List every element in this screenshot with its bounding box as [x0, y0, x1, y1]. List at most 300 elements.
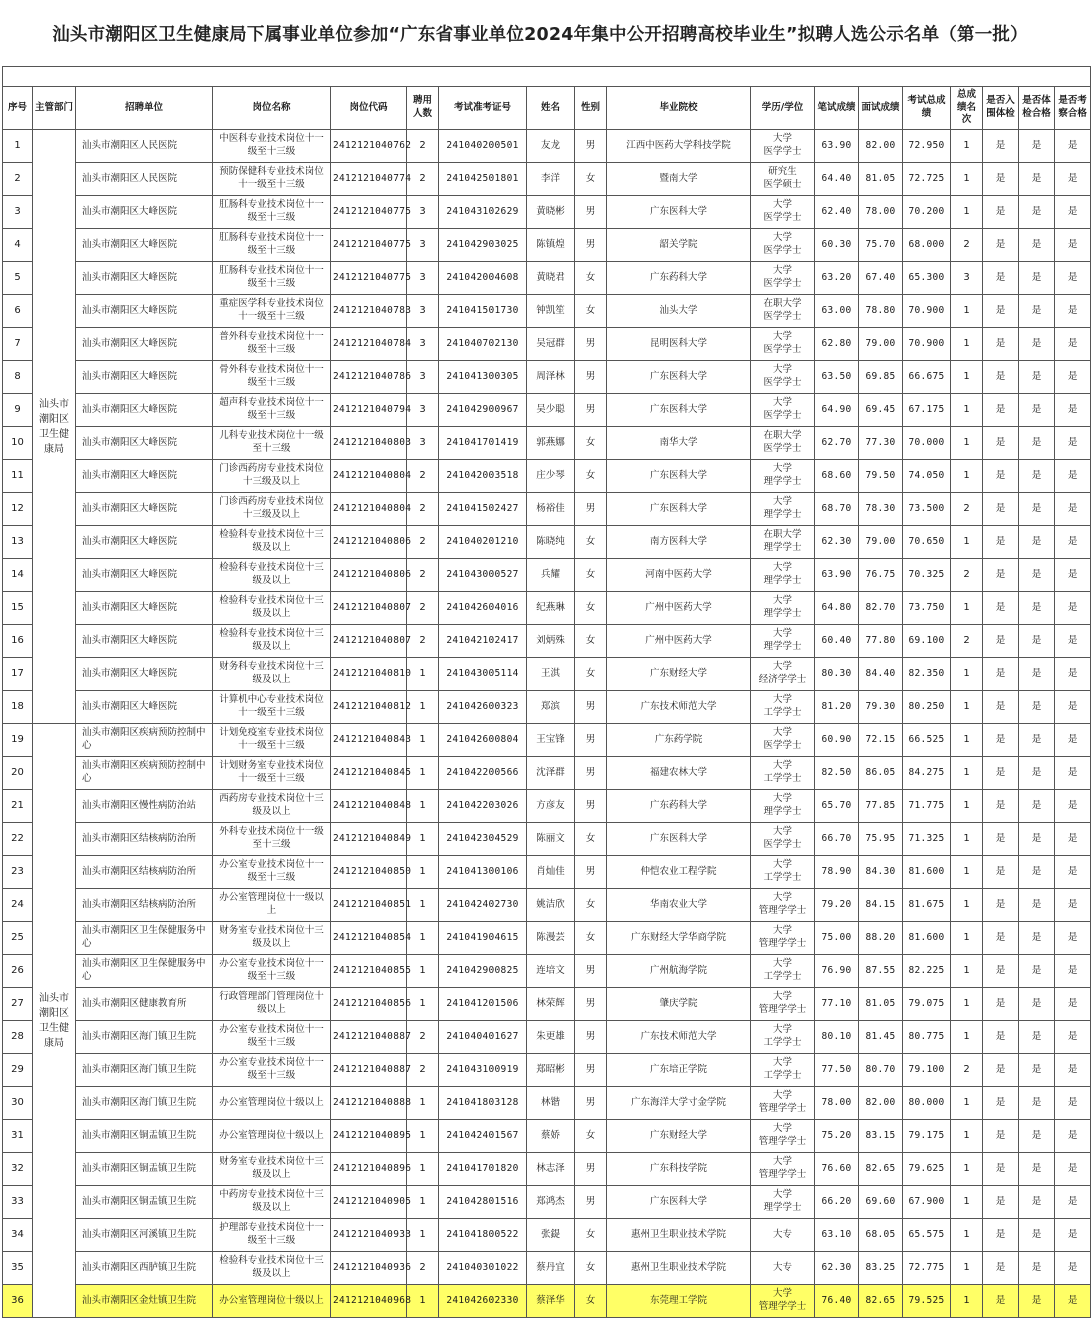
name-cell: 陈镇煌 — [527, 229, 575, 262]
post-code-cell: 2412121040887 — [331, 1021, 407, 1054]
unit-cell: 汕头市潮阳区大峰医院 — [76, 427, 213, 460]
post-name-cell: 财务室专业技术岗位十三级及以上 — [213, 1153, 331, 1186]
physical-exam-shortlist-cell: 是 — [983, 394, 1019, 427]
table-row — [3, 427, 1091, 460]
inspection-pass-cell: 是 — [1055, 988, 1091, 1021]
post-name-cell: 计划财务室专业技术岗位十一级至十三级 — [213, 757, 331, 790]
total-score-cell: 71.775 — [903, 790, 951, 823]
interview-score-cell: 83.25 — [859, 1252, 903, 1285]
physical-exam-pass-cell: 是 — [1019, 790, 1055, 823]
seq-cell: 7 — [3, 328, 33, 361]
exam-number-cell: 241040702130 — [439, 328, 527, 361]
exam-number-cell: 241042900825 — [439, 955, 527, 988]
exam-number-cell: 241041501730 — [439, 295, 527, 328]
education-cell: 大学 理学学士 — [751, 493, 815, 526]
education-cell: 大学 医学学士 — [751, 724, 815, 757]
seq-cell: 16 — [3, 625, 33, 658]
education-cell: 大学 管理学学士 — [751, 1120, 815, 1153]
table-row — [3, 1120, 1091, 1153]
inspection-pass-cell: 是 — [1055, 1021, 1091, 1054]
post-code-cell: 2412121040888 — [331, 1087, 407, 1120]
school-cell: 南方医科大学 — [607, 526, 751, 559]
gender-cell: 男 — [575, 394, 607, 427]
inspection-pass-cell: 是 — [1055, 361, 1091, 394]
post-code-cell: 2412121040856 — [331, 988, 407, 1021]
post-name-cell: 办公室专业技术岗位十一级至十三级 — [213, 1021, 331, 1054]
inspection-pass-cell: 是 — [1055, 559, 1091, 592]
total-score-cell: 81.600 — [903, 922, 951, 955]
school-cell: 仲恺农业工程学院 — [607, 856, 751, 889]
seq-cell: 14 — [3, 559, 33, 592]
inspection-pass-cell: 是 — [1055, 1054, 1091, 1087]
education-cell: 研究生 医学硕士 — [751, 163, 815, 196]
hire-count-cell: 3 — [407, 295, 439, 328]
hire-count-cell: 3 — [407, 361, 439, 394]
unit-cell: 汕头市潮阳区大峰医院 — [76, 592, 213, 625]
exam-number-cell: 241041300305 — [439, 361, 527, 394]
education-cell: 大学 医学学士 — [751, 196, 815, 229]
table-header-row — [3, 87, 1091, 130]
rank-cell: 3 — [951, 262, 983, 295]
seq-cell: 32 — [3, 1153, 33, 1186]
seq-cell: 33 — [3, 1186, 33, 1219]
gender-cell: 女 — [575, 559, 607, 592]
post-code-cell: 2412121040855 — [331, 955, 407, 988]
table-row — [3, 361, 1091, 394]
written-score-cell: 66.70 — [815, 823, 859, 856]
gender-cell: 女 — [575, 1285, 607, 1318]
post-code-cell: 2412121040784 — [331, 328, 407, 361]
gender-cell: 女 — [575, 460, 607, 493]
post-code-cell: 2412121040887 — [331, 1054, 407, 1087]
education-cell: 大学 工学学士 — [751, 1021, 815, 1054]
name-cell: 张鍉 — [527, 1219, 575, 1252]
hire-count-cell: 1 — [407, 922, 439, 955]
education-cell: 大学 理学学士 — [751, 460, 815, 493]
total-score-cell: 80.250 — [903, 691, 951, 724]
interview-score-cell: 81.05 — [859, 163, 903, 196]
name-cell: 陈漫芸 — [527, 922, 575, 955]
post-name-cell: 西药房专业技术岗位十三级及以上 — [213, 790, 331, 823]
gender-cell: 男 — [575, 1054, 607, 1087]
post-code-cell: 2412121040936 — [331, 1252, 407, 1285]
interview-score-cell: 88.20 — [859, 922, 903, 955]
total-score-cell: 79.525 — [903, 1285, 951, 1318]
total-score-cell: 79.625 — [903, 1153, 951, 1186]
interview-score-cell: 82.00 — [859, 130, 903, 163]
document-title: 汕头市潮阳区卫生健康局下属事业单位参加“广东省事业单位2024年集中公开招聘高校毕业生”拟聘人选公示名单（第一批） — [52, 24, 1028, 45]
seq-cell: 24 — [3, 889, 33, 922]
physical-exam-pass-cell: 是 — [1019, 823, 1055, 856]
physical-exam-shortlist-cell: 是 — [983, 691, 1019, 724]
gender-cell: 男 — [575, 955, 607, 988]
post-name-cell: 计算机中心专业技术岗位十一级至十三级 — [213, 691, 331, 724]
exam-number-cell: 241042003518 — [439, 460, 527, 493]
school-cell: 广州中医药大学 — [607, 625, 751, 658]
column-header: 面试成绩 — [859, 87, 903, 130]
seq-cell: 30 — [3, 1087, 33, 1120]
hire-count-cell: 1 — [407, 889, 439, 922]
table-row — [3, 262, 1091, 295]
education-cell: 在职大学 医学学士 — [751, 427, 815, 460]
exam-number-cell: 241040200501 — [439, 130, 527, 163]
hire-count-cell: 2 — [407, 625, 439, 658]
interview-score-cell: 78.80 — [859, 295, 903, 328]
exam-number-cell: 241042600323 — [439, 691, 527, 724]
post-code-cell: 2412121040804 — [331, 493, 407, 526]
rank-cell: 1 — [951, 955, 983, 988]
interview-score-cell: 77.30 — [859, 427, 903, 460]
school-cell: 广州中医药大学 — [607, 592, 751, 625]
gender-cell: 男 — [575, 1021, 607, 1054]
column-header: 考试总成绩 — [903, 87, 951, 130]
unit-cell: 汕头市潮阳区大峰医院 — [76, 691, 213, 724]
name-cell: 周泽林 — [527, 361, 575, 394]
post-name-cell: 门诊西药房专业技术岗位十三级及以上 — [213, 460, 331, 493]
written-score-cell: 78.90 — [815, 856, 859, 889]
rank-cell: 1 — [951, 1120, 983, 1153]
post-name-cell: 办公室专业技术岗位十一级至十三级 — [213, 856, 331, 889]
gender-cell: 男 — [575, 790, 607, 823]
hire-count-cell: 1 — [407, 1153, 439, 1186]
exam-number-cell: 241042203026 — [439, 790, 527, 823]
school-cell: 福建农林大学 — [607, 757, 751, 790]
rank-cell: 1 — [951, 394, 983, 427]
post-code-cell: 2412121040812 — [331, 691, 407, 724]
hire-count-cell: 3 — [407, 328, 439, 361]
physical-exam-pass-cell: 是 — [1019, 658, 1055, 691]
hire-count-cell: 2 — [407, 1252, 439, 1285]
hire-count-cell: 2 — [407, 526, 439, 559]
physical-exam-shortlist-cell: 是 — [983, 1087, 1019, 1120]
education-cell: 大学 医学学士 — [751, 394, 815, 427]
inspection-pass-cell: 是 — [1055, 262, 1091, 295]
department-cell: 汕头市潮阳区卫生健康局 — [33, 724, 76, 1318]
inspection-pass-cell: 是 — [1055, 592, 1091, 625]
post-name-cell: 计划免疫室专业技术岗位十一级至十三级 — [213, 724, 331, 757]
table-row — [3, 229, 1091, 262]
education-cell: 大学 理学学士 — [751, 790, 815, 823]
school-cell: 韶关学院 — [607, 229, 751, 262]
post-code-cell: 2412121040786 — [331, 361, 407, 394]
inspection-pass-cell: 是 — [1055, 427, 1091, 460]
physical-exam-pass-cell: 是 — [1019, 460, 1055, 493]
written-score-cell: 60.30 — [815, 229, 859, 262]
rank-cell: 1 — [951, 790, 983, 823]
unit-cell: 汕头市潮阳区健康教育所 — [76, 988, 213, 1021]
education-cell: 大专 — [751, 1252, 815, 1285]
rank-cell: 1 — [951, 1252, 983, 1285]
post-name-cell: 办公室管理岗位十一级以上 — [213, 889, 331, 922]
post-name-cell: 办公室专业技术岗位十一级至十三级 — [213, 955, 331, 988]
school-cell: 广东技术师范大学 — [607, 691, 751, 724]
interview-score-cell: 78.00 — [859, 196, 903, 229]
hire-count-cell: 2 — [407, 559, 439, 592]
table-row — [3, 658, 1091, 691]
gender-cell: 女 — [575, 295, 607, 328]
seq-cell: 28 — [3, 1021, 33, 1054]
post-code-cell: 2412121040775 — [331, 262, 407, 295]
physical-exam-shortlist-cell: 是 — [983, 1186, 1019, 1219]
hire-count-cell: 2 — [407, 460, 439, 493]
column-header: 学历/学位 — [751, 87, 815, 130]
physical-exam-shortlist-cell: 是 — [983, 361, 1019, 394]
exam-number-cell: 241042801516 — [439, 1186, 527, 1219]
physical-exam-shortlist-cell: 是 — [983, 658, 1019, 691]
physical-exam-pass-cell: 是 — [1019, 592, 1055, 625]
column-header: 毕业院校 — [607, 87, 751, 130]
school-cell: 广东医科大学 — [607, 493, 751, 526]
school-cell: 广东财经大学 — [607, 658, 751, 691]
post-code-cell: 2412121040775 — [331, 229, 407, 262]
rank-cell: 1 — [951, 361, 983, 394]
physical-exam-shortlist-cell: 是 — [983, 823, 1019, 856]
total-score-cell: 66.675 — [903, 361, 951, 394]
inspection-pass-cell: 是 — [1055, 625, 1091, 658]
physical-exam-shortlist-cell: 是 — [983, 790, 1019, 823]
education-cell: 大学 理学学士 — [751, 625, 815, 658]
physical-exam-pass-cell: 是 — [1019, 361, 1055, 394]
inspection-pass-cell: 是 — [1055, 1186, 1091, 1219]
total-score-cell: 82.225 — [903, 955, 951, 988]
inspection-pass-cell: 是 — [1055, 889, 1091, 922]
total-score-cell: 80.775 — [903, 1021, 951, 1054]
name-cell: 杨裕佳 — [527, 493, 575, 526]
total-score-cell: 79.175 — [903, 1120, 951, 1153]
table-row — [3, 823, 1091, 856]
interview-score-cell: 84.30 — [859, 856, 903, 889]
total-score-cell: 79.100 — [903, 1054, 951, 1087]
total-score-cell: 66.525 — [903, 724, 951, 757]
name-cell: 刘炳殊 — [527, 625, 575, 658]
total-score-cell: 72.725 — [903, 163, 951, 196]
post-code-cell: 2412121040806 — [331, 559, 407, 592]
physical-exam-pass-cell: 是 — [1019, 757, 1055, 790]
interview-score-cell: 76.75 — [859, 559, 903, 592]
inspection-pass-cell: 是 — [1055, 691, 1091, 724]
school-cell: 惠州卫生职业技术学院 — [607, 1219, 751, 1252]
rank-cell: 2 — [951, 559, 983, 592]
gender-cell: 男 — [575, 130, 607, 163]
physical-exam-pass-cell: 是 — [1019, 196, 1055, 229]
school-cell: 广东药科大学 — [607, 790, 751, 823]
post-name-cell: 重症医学科专业技术岗位十一级至十三级 — [213, 295, 331, 328]
seq-cell: 19 — [3, 724, 33, 757]
exam-number-cell: 241042501801 — [439, 163, 527, 196]
education-cell: 大学 管理学学士 — [751, 922, 815, 955]
school-cell: 广东医科大学 — [607, 823, 751, 856]
education-cell: 大学 管理学学士 — [751, 1285, 815, 1318]
post-name-cell: 儿科专业技术岗位十一级至十三级 — [213, 427, 331, 460]
interview-score-cell: 69.60 — [859, 1186, 903, 1219]
post-code-cell: 2412121040896 — [331, 1153, 407, 1186]
rank-cell: 1 — [951, 658, 983, 691]
table-row — [3, 394, 1091, 427]
table-row — [3, 328, 1091, 361]
gender-cell: 男 — [575, 229, 607, 262]
exam-number-cell: 241041904615 — [439, 922, 527, 955]
physical-exam-pass-cell: 是 — [1019, 493, 1055, 526]
written-score-cell: 80.30 — [815, 658, 859, 691]
physical-exam-pass-cell: 是 — [1019, 724, 1055, 757]
post-code-cell: 2412121040848 — [331, 790, 407, 823]
physical-exam-shortlist-cell: 是 — [983, 328, 1019, 361]
table-row — [3, 592, 1091, 625]
physical-exam-pass-cell: 是 — [1019, 1087, 1055, 1120]
post-name-cell: 外科专业技术岗位十一级至十三级 — [213, 823, 331, 856]
table-row — [3, 1153, 1091, 1186]
total-score-cell: 70.000 — [903, 427, 951, 460]
post-name-cell: 肛肠科专业技术岗位十一级至十三级 — [213, 196, 331, 229]
gender-cell: 男 — [575, 988, 607, 1021]
name-cell: 钟凯笙 — [527, 295, 575, 328]
post-name-cell: 检验科专业技术岗位十三级及以上 — [213, 559, 331, 592]
gender-cell: 男 — [575, 757, 607, 790]
gender-cell: 男 — [575, 1087, 607, 1120]
seq-cell: 2 — [3, 163, 33, 196]
total-score-cell: 80.000 — [903, 1087, 951, 1120]
column-header: 岗位名称 — [213, 87, 331, 130]
unit-cell: 汕头市潮阳区西胪镇卫生院 — [76, 1252, 213, 1285]
physical-exam-pass-cell: 是 — [1019, 1120, 1055, 1153]
school-cell: 东莞理工学院 — [607, 1285, 751, 1318]
written-score-cell: 60.40 — [815, 625, 859, 658]
table-row — [3, 163, 1091, 196]
post-code-cell: 2412121040810 — [331, 658, 407, 691]
total-score-cell: 70.900 — [903, 328, 951, 361]
inspection-pass-cell: 是 — [1055, 790, 1091, 823]
post-code-cell: 2412121040783 — [331, 295, 407, 328]
post-code-cell: 2412121040803 — [331, 427, 407, 460]
education-cell: 大学 理学学士 — [751, 592, 815, 625]
hire-count-cell: 1 — [407, 823, 439, 856]
post-name-cell: 预防保健科专业技术岗位十一级至十三级 — [213, 163, 331, 196]
inspection-pass-cell: 是 — [1055, 295, 1091, 328]
interview-score-cell: 81.45 — [859, 1021, 903, 1054]
unit-cell: 汕头市潮阳区海门镇卫生院 — [76, 1054, 213, 1087]
written-score-cell: 68.60 — [815, 460, 859, 493]
school-cell: 广州航海学院 — [607, 955, 751, 988]
physical-exam-pass-cell: 是 — [1019, 1186, 1055, 1219]
written-score-cell: 63.50 — [815, 361, 859, 394]
total-score-cell: 65.575 — [903, 1219, 951, 1252]
unit-cell: 汕头市潮阳区铜盂镇卫生院 — [76, 1186, 213, 1219]
education-cell: 大学 医学学士 — [751, 262, 815, 295]
seq-cell: 5 — [3, 262, 33, 295]
total-score-cell: 65.300 — [903, 262, 951, 295]
education-cell: 大学 医学学士 — [751, 361, 815, 394]
name-cell: 庄少琴 — [527, 460, 575, 493]
unit-cell: 汕头市潮阳区河溪镇卫生院 — [76, 1219, 213, 1252]
rank-cell: 1 — [951, 295, 983, 328]
hire-count-cell: 2 — [407, 130, 439, 163]
rank-cell: 1 — [951, 196, 983, 229]
column-header: 总成绩名次 — [951, 87, 983, 130]
post-code-cell: 2412121040845 — [331, 757, 407, 790]
exam-number-cell: 241043000527 — [439, 559, 527, 592]
table-row — [3, 460, 1091, 493]
written-score-cell: 77.10 — [815, 988, 859, 1021]
school-cell: 广东药科大学 — [607, 262, 751, 295]
column-header: 序号 — [3, 87, 33, 130]
school-cell: 广东医科大学 — [607, 361, 751, 394]
physical-exam-shortlist-cell: 是 — [983, 592, 1019, 625]
name-cell: 林荣辉 — [527, 988, 575, 1021]
rank-cell: 1 — [951, 922, 983, 955]
hire-count-cell: 1 — [407, 1087, 439, 1120]
school-cell: 华南农业大学 — [607, 889, 751, 922]
seq-cell: 20 — [3, 757, 33, 790]
written-score-cell: 63.90 — [815, 130, 859, 163]
physical-exam-shortlist-cell: 是 — [983, 922, 1019, 955]
total-score-cell: 70.650 — [903, 526, 951, 559]
post-name-cell: 办公室管理岗位十级以上 — [213, 1120, 331, 1153]
inspection-pass-cell: 是 — [1055, 856, 1091, 889]
unit-cell: 汕头市潮阳区海门镇卫生院 — [76, 1087, 213, 1120]
unit-cell: 汕头市潮阳区卫生保健服务中心 — [76, 922, 213, 955]
name-cell: 肖灿佳 — [527, 856, 575, 889]
hire-count-cell: 3 — [407, 427, 439, 460]
seq-cell: 18 — [3, 691, 33, 724]
column-header: 性别 — [575, 87, 607, 130]
post-name-cell: 中医科专业技术岗位十一级至十三级 — [213, 130, 331, 163]
physical-exam-pass-cell: 是 — [1019, 922, 1055, 955]
gender-cell: 女 — [575, 1219, 607, 1252]
school-cell: 南华大学 — [607, 427, 751, 460]
inspection-pass-cell: 是 — [1055, 1087, 1091, 1120]
column-header: 聘用人数 — [407, 87, 439, 130]
school-cell: 广东医科大学 — [607, 460, 751, 493]
written-score-cell: 62.30 — [815, 526, 859, 559]
inspection-pass-cell: 是 — [1055, 955, 1091, 988]
hire-count-cell: 2 — [407, 493, 439, 526]
physical-exam-pass-cell: 是 — [1019, 130, 1055, 163]
unit-cell: 汕头市潮阳区大峰医院 — [76, 295, 213, 328]
physical-exam-pass-cell: 是 — [1019, 328, 1055, 361]
unit-cell: 汕头市潮阳区结核病防治所 — [76, 856, 213, 889]
education-cell: 大学 工学学士 — [751, 757, 815, 790]
exam-number-cell: 241041803128 — [439, 1087, 527, 1120]
interview-score-cell: 67.40 — [859, 262, 903, 295]
written-score-cell: 76.40 — [815, 1285, 859, 1318]
table-row — [3, 1087, 1091, 1120]
exam-number-cell: 241042604016 — [439, 592, 527, 625]
seq-cell: 3 — [3, 196, 33, 229]
school-cell: 广东医科大学 — [607, 394, 751, 427]
physical-exam-pass-cell: 是 — [1019, 295, 1055, 328]
total-score-cell: 68.000 — [903, 229, 951, 262]
post-name-cell: 行政管理部门管理岗位十级以上 — [213, 988, 331, 1021]
seq-cell: 15 — [3, 592, 33, 625]
rank-cell: 2 — [951, 229, 983, 262]
rank-cell: 1 — [951, 1285, 983, 1318]
name-cell: 郑鸿杰 — [527, 1186, 575, 1219]
interview-score-cell: 82.70 — [859, 592, 903, 625]
table-row — [3, 559, 1091, 592]
physical-exam-pass-cell: 是 — [1019, 427, 1055, 460]
unit-cell: 汕头市潮阳区大峰医院 — [76, 229, 213, 262]
unit-cell: 汕头市潮阳区结核病防治所 — [76, 823, 213, 856]
physical-exam-pass-cell: 是 — [1019, 691, 1055, 724]
name-cell: 王淇 — [527, 658, 575, 691]
interview-score-cell: 81.05 — [859, 988, 903, 1021]
school-cell: 昆明医科大学 — [607, 328, 751, 361]
post-name-cell: 普外科专业技术岗位十一级至十三级 — [213, 328, 331, 361]
school-cell: 广东技术师范大学 — [607, 1021, 751, 1054]
written-score-cell: 64.90 — [815, 394, 859, 427]
written-score-cell: 60.90 — [815, 724, 859, 757]
post-name-cell: 肛肠科专业技术岗位十一级至十三级 — [213, 229, 331, 262]
